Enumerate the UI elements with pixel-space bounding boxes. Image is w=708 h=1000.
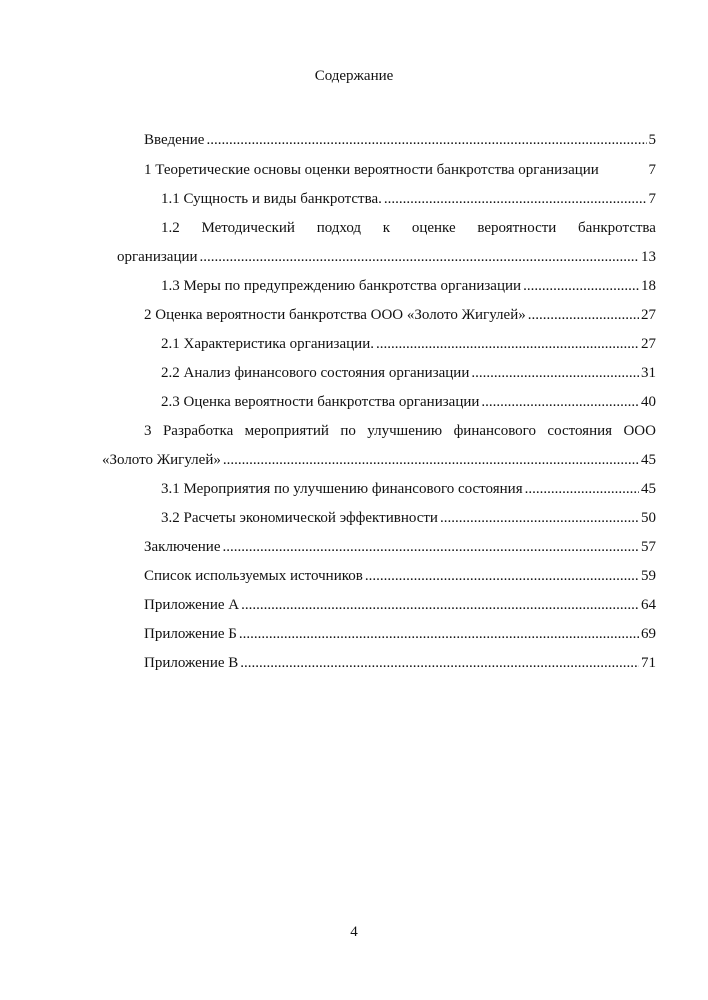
leader-dots bbox=[528, 305, 639, 325]
toc-entry-chapter-3-line-1 bbox=[144, 421, 656, 441]
toc-entry-label: Приложение В bbox=[144, 655, 239, 671]
toc-entry-1-3 bbox=[161, 276, 656, 296]
toc-entry-label: 3.2 Расчеты экономической эффективности bbox=[161, 510, 438, 526]
toc-word: финансового bbox=[453, 423, 536, 439]
toc-entry-page: 7 bbox=[648, 162, 656, 178]
toc-entry-1-1 bbox=[161, 189, 656, 209]
toc-entry-page: 50 bbox=[641, 510, 656, 526]
toc-entry-page: 27 bbox=[641, 336, 656, 352]
toc-entry-label: Приложение А bbox=[144, 597, 240, 613]
leader-dots bbox=[240, 653, 639, 673]
toc-entry-appendix-a bbox=[144, 595, 656, 615]
toc-entry-label: 2 Оценка вероятности банкротства ООО «Золото Жигулей» bbox=[144, 307, 526, 323]
toc-entry-page: 31 bbox=[641, 365, 656, 381]
toc-word: по bbox=[340, 423, 356, 439]
toc-word: мероприятий bbox=[244, 423, 329, 439]
toc-word: состояния bbox=[547, 423, 613, 439]
toc-word: 3 bbox=[144, 423, 152, 439]
leader-dots bbox=[525, 479, 639, 499]
toc-word: 1.2 bbox=[161, 220, 180, 236]
toc-entry-label: организации bbox=[117, 249, 198, 265]
leader-dots bbox=[384, 189, 647, 209]
toc-entry-2-3 bbox=[161, 392, 656, 412]
leader-dots bbox=[239, 624, 639, 644]
toc-entry-chapter-1 bbox=[144, 160, 656, 180]
leader-dots bbox=[223, 450, 639, 470]
leader-dots bbox=[365, 566, 639, 586]
toc-word: подход bbox=[316, 220, 362, 236]
toc-word: оценке bbox=[411, 220, 456, 236]
leader-dots bbox=[481, 392, 639, 412]
toc-entry-chapter-3-line-2 bbox=[102, 450, 656, 470]
toc-entry-chapter-2 bbox=[144, 305, 656, 325]
toc-entry-3-2 bbox=[161, 508, 656, 528]
toc-entry-3-1 bbox=[161, 479, 656, 499]
leader-dots bbox=[223, 537, 640, 557]
toc-entry-sources bbox=[144, 566, 656, 586]
toc-word: Методический bbox=[201, 220, 295, 236]
toc-entry-page: 27 bbox=[641, 307, 656, 323]
toc-entry-label: 1.3 Меры по предупреждению банкротства организации bbox=[161, 278, 522, 294]
toc-entry-2-1 bbox=[161, 334, 656, 354]
toc-entry-1-2-line-1 bbox=[161, 218, 656, 238]
toc-word: банкротства bbox=[578, 220, 656, 236]
leader-dots bbox=[200, 247, 639, 267]
toc-entry-label: 1.1 Сущность и виды банкротства. bbox=[161, 191, 382, 207]
toc-entry-page: 40 bbox=[641, 394, 656, 410]
toc-entry-label: 3.1 Мероприятия по улучшению финансового состояния bbox=[161, 481, 523, 497]
toc-entry-appendix-v bbox=[144, 653, 656, 673]
toc-entry-label: Заключение bbox=[144, 539, 221, 555]
toc-entry-page: 71 bbox=[641, 655, 656, 671]
page-title: Содержание bbox=[314, 68, 394, 84]
toc-word: к bbox=[382, 220, 391, 236]
toc-entry-page: 18 bbox=[641, 278, 656, 294]
toc-entry-appendix-b bbox=[144, 624, 656, 644]
toc-entry-page: 59 bbox=[641, 568, 656, 584]
toc-entry-label: 1 Теоретические основы оценки вероятности банкротства организации bbox=[144, 162, 599, 178]
toc-entry-label: «Золото Жигулей» bbox=[102, 452, 221, 468]
toc-entry-page: 69 bbox=[641, 626, 656, 642]
toc-entry-page: 64 bbox=[641, 597, 656, 613]
toc-entry-label: 2.1 Характеристика организации. bbox=[161, 336, 374, 352]
toc-entry-1-2-line-2 bbox=[117, 247, 656, 267]
toc-word: ООО bbox=[623, 423, 656, 439]
leader-dots bbox=[376, 334, 639, 354]
toc-entry-page: 57 bbox=[641, 539, 656, 555]
toc-entry-page: 13 bbox=[641, 249, 656, 265]
toc-entry-label: Список используемых источников bbox=[144, 568, 363, 584]
toc-word: улучшению bbox=[367, 423, 443, 439]
page-number: 4 bbox=[350, 924, 358, 940]
toc-entry-intro bbox=[144, 130, 656, 150]
toc-entry-page: 7 bbox=[648, 191, 656, 207]
leader-dots bbox=[523, 276, 639, 296]
toc-entry-label: 2.2 Анализ финансового состояния организации bbox=[161, 365, 470, 381]
toc-word: вероятности bbox=[477, 220, 557, 236]
toc-word: Разработка bbox=[162, 423, 234, 439]
toc-entry-page: 5 bbox=[648, 132, 656, 148]
toc-entry-2-2 bbox=[161, 363, 656, 383]
toc-entry-label: Приложение Б bbox=[144, 626, 237, 642]
toc-entry-label: 2.3 Оценка вероятности банкротства организации bbox=[161, 394, 480, 410]
toc-entry-page: 45 bbox=[641, 452, 656, 468]
leader-dots bbox=[471, 363, 639, 383]
leader-dots bbox=[241, 595, 639, 615]
toc-entry-conclusion bbox=[144, 537, 656, 557]
toc-entry-page: 45 bbox=[641, 481, 656, 497]
leader-dots bbox=[440, 508, 639, 528]
toc-entry-label: Введение bbox=[144, 132, 205, 148]
leader-dots bbox=[206, 130, 646, 150]
